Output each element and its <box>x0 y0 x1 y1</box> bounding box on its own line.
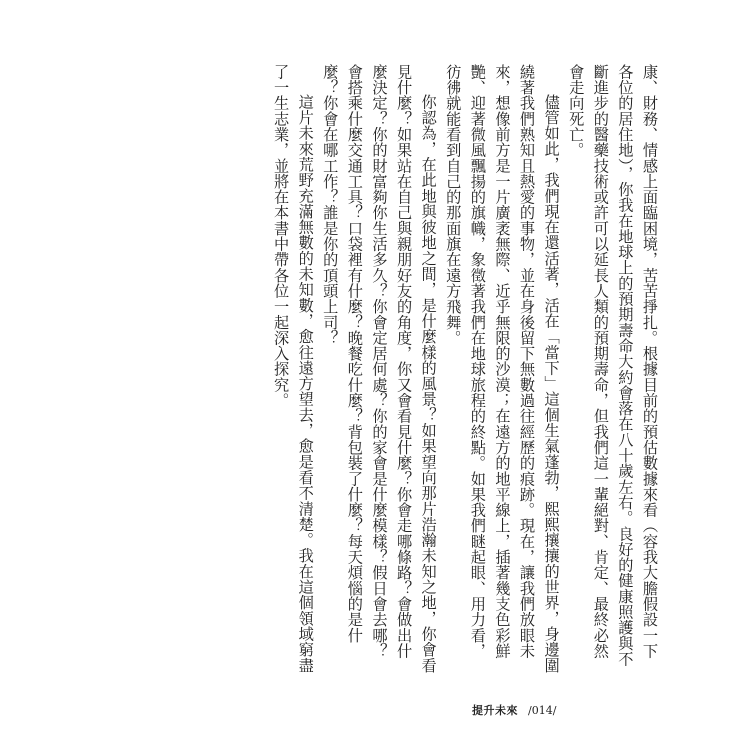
page-footer <box>472 702 556 718</box>
body-text <box>269 64 663 674</box>
paragraph-2: 儘管如此，我們現在還活著，活在「當下」這個生氣蓬勃，熙熙攘攘的世界，身邊圍繞著我們熟知且熱愛的事物，並在身後留下無數過往經歷的痕跡。現在，讓我們放眼未來，想像前方是一片廣袤無際、近乎無限的沙漠；在遠方的地平線上，插著幾支色彩鮮艷、迎著微風飄揚的旗幟，象徵著我們在地球旅程的終點。如果我們瞇起眼、用力看，彷彿就能看到自己的那面旗在遠方飛舞。 <box>444 64 561 674</box>
page-number: /014/ <box>528 704 557 717</box>
paragraph-4: 這片未來荒野充滿無數的未知數，愈往遠方望去，愈是看不清楚。我在這個領域窮盡了一生志業，並將在本書中帶各位一起深入探究。 <box>272 64 315 674</box>
book-title: 提升未來 <box>472 704 518 717</box>
paragraph-3: 你認為，在此地與彼地之間，是什麼樣的風景？如果望向那片浩瀚未知之地，你會看見什麼？如果站在自己與親朋好友的角度，你又會看見什麼？你會走哪條路？會做出什麼決定？你的財富夠你生活多久？你會定居何處？你的家會是什麼模樣？假日會去哪？會搭乘什麼交通工具？口袋裡有什麼？晚餐吃什麼？背包裝了什麼？每天煩惱的是什麼？你會在哪工作？誰是你的頂頭上司？ <box>321 64 438 674</box>
paragraph-1: 康、財務、情感上面臨困境，苦苦掙扎。根據目前的預估數據來看（容我大膽假設一下各位的居住地），你我在地球上的預期壽命大約會落在八十歲左右。良好的健康照護與不斷進步的醫藥技術或許可以延長人類的預期壽命，但我們這一輩絕對、肯定、最終必然會走向死亡。 <box>567 64 659 667</box>
